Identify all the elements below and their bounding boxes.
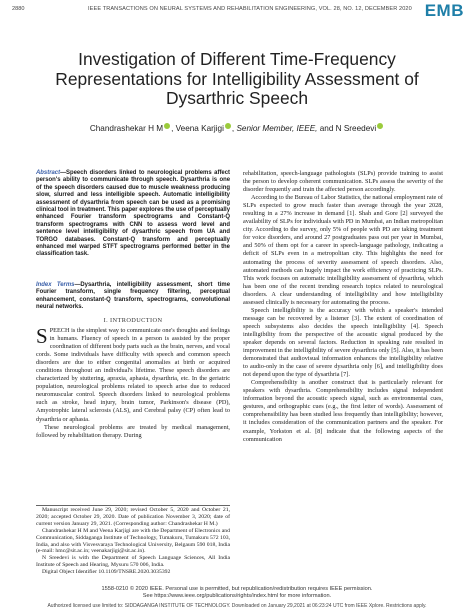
footnote-received: Manuscript received June 29, 2020; revised October 5, 2020 and October 21, 2020; accepted October 29, 2020. Date of publication November 3, 2020; date of current version January 29, 2021. (Corresponding author: Chandrashekar H M.)	[36, 507, 230, 527]
orcid-icon[interactable]	[377, 123, 383, 129]
drop-cap: S	[36, 324, 48, 348]
orcid-icon[interactable]	[164, 123, 170, 129]
rights-link[interactable]: See https://www.ieee.org/publications/rights/index.html for more information.	[142, 592, 332, 599]
footnote-doi[interactable]: Digital Object Identifier 10.1109/TNSRE.2020.3035392	[42, 569, 171, 576]
orcid-icon[interactable]	[225, 123, 231, 129]
abstract: Abstract—Speech disorders linked to neurological problems affect person's ability to communicate through speech. Dysarthria is one of the speech disorders caused due to muscle weakness producing slow, slurred and less intelligible speech. Automatic intelligibility assessment of dysarthria from speech can be used as a promising clinical tool in treatment. This paper explores the use of perceptually enhanced Fourier transform spectrograms and Constant-Q transform spectrograms with CNN to assess word level and sentence level intelligibility of dysarthric speech from UA and TORGO databases. Constant-Q transform and perceptually enhanced mel warped STFT spectrograms performed better in the classification task.	[36, 170, 231, 258]
section-heading: I. INTRODUCTION	[103, 317, 163, 324]
index-terms-label: Index Terms	[36, 282, 75, 288]
page-number: 2880	[12, 6, 25, 12]
footnote-rule	[36, 505, 230, 506]
journal-name: IEEE TRANSACTIONS ON NEURAL SYSTEMS AND REHABILITATION ENGINEERING, VOL. 28, NO. 12, DECEMBER 2020	[88, 6, 412, 12]
author-line: Chandrashekar H M , Veena Karjigi , Senior Member, IEEE, and N Sreedevi	[20, 123, 454, 133]
abstract-text: Speech disorders linked to neurological problems affect person's ability to communicate through speech. Dysarthria is one of the speech disorders caused due to muscle weakness producing slow, slurred and less intelligible speech. Automatic intelligibility assessment of dysarthria from speech can be used as a promising clinical tool in treatment. This paper explores the use of perceptually enhanced Fourier transform spectrograms and Constant-Q transform spectrograms with CNN to assess word level and sentence level intelligibility of dysarthric speech from UA and TORGO databases. Constant-Q transform and perceptually enhanced mel warped STFT spectrograms performed better in the classification task.	[36, 170, 231, 258]
index-terms-text: Dysarthria, intelligibility assessment, short time Fourier transform, single frequency filtering, perceptual enhancement, constant-Q transform, spectrograms, convolutional neural networks.	[36, 282, 230, 311]
author-2: Veena Karjigi	[175, 124, 224, 133]
right-column-text: rehabilitation, speech-language pathologists (SLPs) provide training to assist the person to develop coherent communication. SLPs assess the severity of the disorder frequently and train the affected person accordingly. According to the Bureau of Labor Statistics, the national employment rate of SLPs expected to grow much faster than average through the year 2028, resulting in a 27% increase in demand [1]. Shah and Gore [2] surveyed the availability of SLPs for individuals with PD in Mumbai, an Indian metropolitan city. According to the survey, only 5% of people with PD are taking treatment for voice disorders, and around 27 postgraduates pass out per year in Mumbai, and 50% of them opt for a career in speech-language pathology, indicating a deficit of SLPs even in a metropolitan city. This highlights the need for automating the process of severity assessment of speech disorders. Also, automated methods can hugely impact the work efficiency of practicing SLPs. This work focuses on automatic intelligibility assessment of dysarthria, which has been one of the recent trending research topics related to neurological disorders. A clear understanding of intelligibility and how intelligibility assessed clinically is necessary for automating the process. Speech intelligibility is the accuracy with which a speaker's intended message can be recovered by a listener [3]. The extent of coordination of speech subsystems also decides the speech intelligibility [4]. Speech intelligibility from the perspective of the acoustic signal produced by the speaker depends on several factors. Reduction in speaking rate resulted in improvement in the intelligibility of severe dysarthria only [5]. Also, it has been demonstrated that audiovisual information enhances the intelligibility relative to audio-only in the case of severe dysarthria only [6], and intelligibility does not depend upon the type of dysarthria [7]. Comprehensibility is another construct that is particularly relevant for speakers with dysarthria. Comprehensibility includes signal independent information beyond the acoustic speech signal, such as environmental cues, gestures, and orthographic cues (e.g., the first letter of words). Assessment of comprehensibility has been studied less frequently than intelligibility; however, it includes consideration of the communication partners and the speaker. For example, Yorkston et al. [8] indicate that the following aspects of the communication	[243, 170, 443, 443]
footnote-affiliation-2: N Sreedevi is with the Department of Speech Language Sciences, All India Institute of Speech and Hearing, Mysuru 570 006, India.	[36, 555, 230, 569]
index-terms: Index Terms—Dysarthria, intelligibility assessment, short time Fourier transform, single frequency filtering, perceptual enhancement, constant-Q transform, spectrograms, convolutional neural networks.	[36, 282, 230, 311]
license-notice: Authorized licensed use limited to: SIDDAGANGA INSTITUTE OF TECHNOLOGY. Downloaded on January 29,2021 at 06:23:24 UTC from IEEE Xplore. Restrictions apply.	[47, 603, 427, 609]
author-2-membership: Senior Member, IEEE,	[236, 124, 318, 133]
paper-title: Investigation of Different Time-Frequency Representations for Intelligibility Assessment of Dysarthric Speech	[55, 49, 419, 109]
emb-logo: EMB	[424, 1, 464, 20]
introduction-text: SPEECH is the simplest way to communicate one's thoughts and feelings in humans. Fluency of speech in a person is assisted by the proper coordination of different body parts such as the brain, nerves, and vocal cords. Some individuals have difficulty with speech and common speech disorders are due to either congenital anomalies at birth or acquired conditions throughout an individual's lifetime. These speech disorders are characterized by stuttering, apraxia, aphasia, dysarthria, etc. In the geriatric population, neurological problems related to speech arise due to reduced neuromuscular control. Speech disorders linked to neurological problems such as stroke, head injury, brain tumor, Parkinson's disease (PD), Amyotrophic lateral sclerosis (ALS), and Cerebral palsy (CP) often lead to dysarthria or aphasia. These neurological problems are treated by medical management, followed by rehabilitation therapy. During	[36, 324, 230, 439]
author-3: and N Sreedevi	[317, 124, 377, 133]
author-1: Chandrashekar H M	[89, 124, 164, 133]
running-header	[10, 1, 464, 20]
footnote-affiliation-1: Chandrashekar H M and Veena Karjigi are with the Department of Electronics and Communication, Siddaganga Institute of Technology, Tumakuru, Tumakuru 572 103, India, and also with Visvesvaraya Technological University, Belgaum 590 018, India (e-mail: hmc@sit.ac.in; veenakarjigi@sit.ac.in).	[36, 527, 230, 555]
footnotes	[36, 507, 230, 576]
copyright-notice: 1558-0210 © 2020 IEEE. Personal use is permitted, but republication/redistribution requires IEEE permission. See https://www.ieee.org/publications/rights/index.html for more information.	[36, 586, 438, 600]
abstract-label: Abstract	[36, 170, 61, 176]
